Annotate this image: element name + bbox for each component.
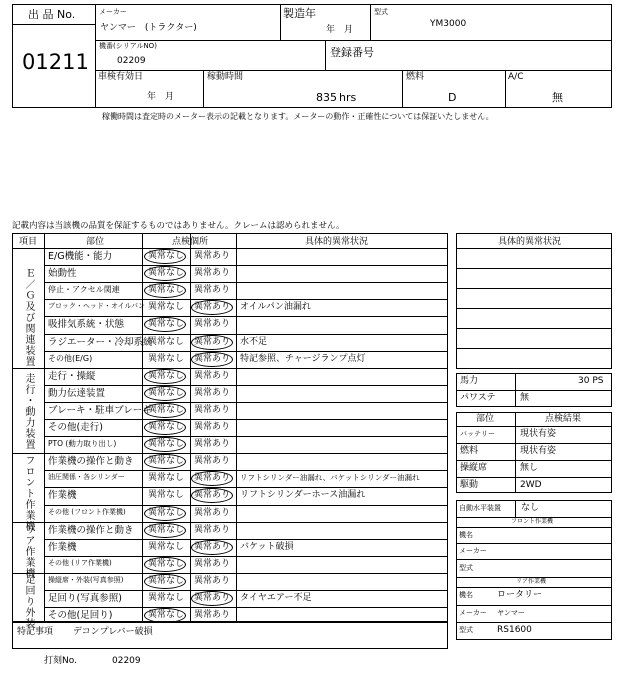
row-part: 足回り(写真参照) xyxy=(48,593,122,604)
row-part: その他(E/G) xyxy=(48,353,93,363)
row-part: 作業機 xyxy=(48,490,77,502)
ps-value: 無 xyxy=(520,393,530,403)
status-ok[interactable]: 異常なし xyxy=(148,251,185,261)
ac-value: 無 xyxy=(552,91,563,104)
status-ok[interactable]: 異常なし xyxy=(148,285,185,296)
battery-label: バッテリー xyxy=(460,430,495,438)
part-header: 部位 xyxy=(476,414,495,424)
ps-label: パワステ xyxy=(460,393,496,403)
maker-label: メーカー xyxy=(99,8,127,16)
ac-label: A/C xyxy=(508,72,524,82)
group-label: Ｅ／Ｇ及び関連装置 xyxy=(23,268,34,367)
selected-circle xyxy=(191,540,233,555)
status-ng[interactable]: 異常あり xyxy=(194,268,231,279)
hours-value: 835 xyxy=(316,91,337,104)
status-ng[interactable]: 異常あり xyxy=(194,387,231,398)
model-label: 型式 xyxy=(374,8,388,16)
year-unit: 年 月 xyxy=(326,25,354,35)
row-detail: オイルパン油漏れ xyxy=(240,302,311,313)
battery-value: 現状有姿 xyxy=(520,429,557,439)
status-ng[interactable]: 異常あり xyxy=(194,558,231,569)
row-detail: リフトシリンダー油漏れ、バケットシリンダー油漏れ xyxy=(240,473,420,483)
status-ok[interactable]: 異常なし xyxy=(148,370,185,381)
status-ok[interactable]: 異常なし xyxy=(148,422,185,432)
hours-note: 稼働時間は査定時のメーター表示の記載となります。メーターの動作・正確性については保証いたしません。 xyxy=(102,112,494,121)
status-ng[interactable]: 異常あり xyxy=(194,473,231,484)
row-part: その他 (リア作業機) xyxy=(48,558,112,567)
row-part: ブロック・ヘッド・オイルパン xyxy=(48,302,146,311)
inspection-label: 車検有効日 xyxy=(98,72,144,82)
row-part: 走行・操縦 xyxy=(48,370,96,382)
status-ok[interactable]: 異常なし xyxy=(148,490,185,501)
status-ok[interactable]: 異常なし xyxy=(148,593,185,603)
rear-name-label: 機名 xyxy=(459,591,473,599)
selected-circle xyxy=(144,608,186,623)
remarks-value: デコンプレバー破損 xyxy=(73,627,153,637)
row-part: 始動性 xyxy=(48,268,77,280)
status-ng[interactable]: 異常あり xyxy=(194,456,231,467)
status-ok[interactable]: 異常なし xyxy=(148,302,185,313)
status-ng[interactable]: 異常あり xyxy=(194,422,231,432)
drive-value: 2WD xyxy=(520,480,542,490)
status-ng[interactable]: 異常あり xyxy=(194,593,231,603)
year-label: 製造年 xyxy=(283,7,316,20)
rear-model-value: RS1600 xyxy=(497,625,532,635)
col-check: 点検個所 xyxy=(172,237,209,247)
row-part: 吸排気系統・状態 xyxy=(48,319,125,331)
front-name-label: 機名 xyxy=(459,531,473,539)
front-header: フロント作業機 xyxy=(511,518,554,525)
serial-value: 02209 xyxy=(117,56,146,66)
row-detail: バケット破損 xyxy=(240,541,294,552)
status-ok[interactable]: 異常なし xyxy=(148,524,185,535)
selected-circle xyxy=(144,557,186,572)
status-ng[interactable]: 異常あり xyxy=(194,541,231,552)
status-ok[interactable]: 異常なし xyxy=(148,610,185,621)
selected-circle xyxy=(144,403,186,418)
selected-circle xyxy=(144,437,186,452)
col-item: 項目 xyxy=(19,237,38,247)
rear-maker-value: ヤンマー xyxy=(497,609,525,617)
selected-circle xyxy=(144,266,186,281)
col-detail: 具体的異常状況 xyxy=(305,237,369,247)
status-ok[interactable]: 異常なし xyxy=(148,336,185,347)
status-ng[interactable]: 異常あり xyxy=(194,302,231,313)
stamp-label: 打刻No. xyxy=(44,656,77,666)
selected-circle xyxy=(144,386,186,401)
row-detail: 特記参照、チャージランプ点灯 xyxy=(240,353,366,364)
selected-circle xyxy=(191,352,233,367)
status-ok[interactable]: 異常なし xyxy=(148,507,185,518)
row-part: 動力伝達装置 xyxy=(48,387,106,399)
status-ok[interactable]: 異常なし xyxy=(148,456,185,467)
row-part: ラジエーター・冷却系統 xyxy=(48,336,153,348)
row-detail: リフトシリンダーホース油漏れ xyxy=(240,490,366,501)
status-ng[interactable]: 異常あり xyxy=(194,404,231,415)
hours-label: 稼動時間 xyxy=(207,72,244,82)
row-part: E/G機能・能力 xyxy=(48,251,113,262)
row-part: その他 (フロント作業機) xyxy=(48,507,126,516)
row-detail: タイヤエアー不足 xyxy=(240,593,312,603)
status-ok[interactable]: 異常なし xyxy=(148,319,185,330)
selected-circle xyxy=(191,335,233,350)
status-ng[interactable]: 異常あり xyxy=(194,507,231,518)
row-part: 作業機の操作と動き xyxy=(48,456,134,468)
row-part: 作業機の操作と動き xyxy=(48,524,134,536)
row-part: 操縦席・外装(写真参照) xyxy=(48,575,124,584)
row-part: 作業機 xyxy=(48,541,77,553)
status-ok[interactable]: 異常なし xyxy=(148,404,185,415)
status-ok[interactable]: 異常なし xyxy=(148,353,185,364)
row-part: その他(走行) xyxy=(48,422,103,433)
row-part: 停止・アクセル関連 xyxy=(48,285,120,295)
stamp-value: 02209 xyxy=(112,656,141,666)
selected-circle xyxy=(144,249,186,264)
status-ng[interactable]: 異常あり xyxy=(194,285,231,296)
selected-circle xyxy=(144,506,186,521)
fuel2-label: 燃料 xyxy=(460,446,479,456)
rear-header: リア作業機 xyxy=(516,578,547,585)
detail-header: 具体的異常状況 xyxy=(498,237,562,247)
status-ng[interactable]: 異常あり xyxy=(194,610,231,621)
row-detail: 水不足 xyxy=(240,336,268,347)
status-ok[interactable]: 異常なし xyxy=(148,558,185,569)
hp-label: 馬力 xyxy=(460,376,479,386)
status-ok[interactable]: 異常なし xyxy=(148,387,185,398)
status-ng[interactable]: 異常あり xyxy=(194,370,231,381)
status-ok[interactable]: 異常なし xyxy=(148,439,185,450)
fuel-value: D xyxy=(448,91,457,104)
rear-name-value: ロータリー xyxy=(497,590,543,600)
reg-label: 登録番号 xyxy=(330,46,374,59)
front-model-label: 型式 xyxy=(459,564,473,572)
hp-value: 30 PS xyxy=(578,376,604,386)
status-ok[interactable]: 異常なし xyxy=(148,473,185,484)
disclaimer: 記載内容は当該機の品質を保証するものではありません。クレームは認められません。 xyxy=(12,221,345,231)
serial-label: 機番(シリアルNO) xyxy=(99,42,157,50)
maker-value: ヤンマー (トラクター) xyxy=(100,23,197,33)
status-ng[interactable]: 異常あり xyxy=(194,439,231,450)
autolevel-value: なし xyxy=(521,503,540,513)
selected-circle xyxy=(144,523,186,538)
seat-value: 無し xyxy=(520,463,539,473)
seat-label: 操縦席 xyxy=(460,463,488,473)
status-ng[interactable]: 異常あり xyxy=(194,336,231,347)
result-header: 点検結果 xyxy=(545,414,582,424)
row-part: その他(足回り) xyxy=(48,610,113,622)
autolevel-label: 自動水平装置 xyxy=(459,504,501,512)
status-ng[interactable]: 異常あり xyxy=(194,524,231,535)
row-part: PTO (動力取り出し) xyxy=(48,439,117,449)
rear-maker-label: メーカー xyxy=(459,609,487,617)
status-ng[interactable]: 異常あり xyxy=(194,490,231,501)
selected-circle xyxy=(144,369,186,384)
col-part: 部位 xyxy=(86,237,105,247)
status-ng[interactable]: 異常あり xyxy=(194,251,231,261)
selected-circle xyxy=(144,574,186,589)
drive-label: 駆動 xyxy=(460,480,479,490)
remarks-label: 特記事項 xyxy=(17,627,54,637)
group-label: 走行・動力装置 xyxy=(23,373,34,450)
inspection-unit: 年 月 xyxy=(147,92,175,102)
group-label: フロント作業機 xyxy=(23,455,34,532)
fuel-label: 燃料 xyxy=(406,72,425,82)
status-ng[interactable]: 異常あり xyxy=(194,353,231,364)
rear-model-label: 型式 xyxy=(459,626,473,634)
model-value: YM3000 xyxy=(430,19,467,29)
selected-circle xyxy=(191,591,233,606)
status-ok[interactable]: 異常なし xyxy=(148,575,185,586)
status-ok[interactable]: 異常なし xyxy=(148,268,185,279)
selected-circle xyxy=(144,420,186,435)
group-label: 足回り外装 xyxy=(23,574,34,629)
status-ng[interactable]: 異常あり xyxy=(194,575,231,586)
group-label: リア作業機 xyxy=(23,524,34,579)
lot-number: 01211 xyxy=(22,50,89,74)
lot-label: 出 品 No. xyxy=(28,8,76,21)
status-ok[interactable]: 異常なし xyxy=(148,541,185,552)
hours-unit: hrs xyxy=(339,91,357,104)
front-maker-label: メーカー xyxy=(459,547,487,555)
row-part: 油圧関係・各シリンダー xyxy=(48,473,125,482)
status-ng[interactable]: 異常あり xyxy=(194,319,231,330)
row-part: ブレーキ・駐車ブレーキ xyxy=(48,404,152,416)
fuel2-value: 現状有姿 xyxy=(520,446,557,456)
